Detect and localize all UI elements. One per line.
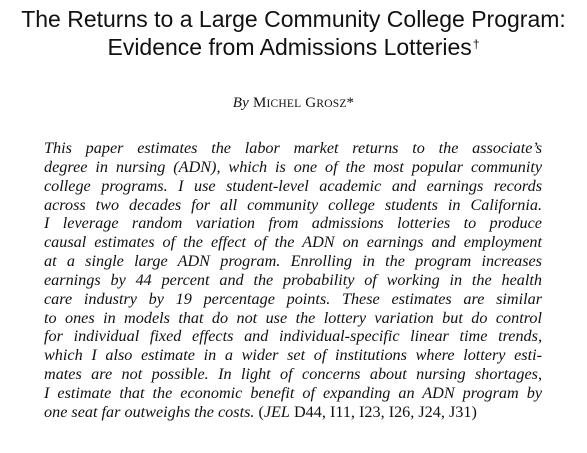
jel-codes: D44, I11, I23, I26, J24, J31) <box>289 402 477 421</box>
author-last-initial: G <box>305 95 317 111</box>
jel-label: JEL <box>263 402 290 421</box>
author-last-rest: ROSZ <box>316 98 347 110</box>
title-line-2-text: Evidence from Admissions Lotteries <box>107 34 472 60</box>
author-byline <box>0 94 587 113</box>
author-name <box>253 95 354 111</box>
author-footnote-star: * <box>346 95 355 111</box>
author-first-rest: ICHEL <box>266 98 302 110</box>
title-line-1: The Returns to a Large Community College Program: <box>21 6 566 32</box>
abstract-line: which I also estimate in a wider set of institutions where lottery esti- <box>44 346 542 365</box>
abstract-line: mates are not possible. In light of concerns about nursing shortages, <box>44 365 542 384</box>
abstract-line: I estimate that the economic benefit of expanding an ADN program by <box>44 383 542 402</box>
abstract-line: college programs. I use student-level academic and earnings records <box>44 176 542 195</box>
title-line-2 <box>0 33 587 61</box>
abstract-line: I leverage random variation from admissions lotteries to produce <box>44 214 542 233</box>
abstract-line: degree in nursing (ADN), which is one of the most popular community <box>44 157 542 176</box>
abstract-line: across two decades for all community college students in California. <box>44 195 542 214</box>
abstract-last-line <box>44 403 542 422</box>
abstract-line: causal estimates of the effect of the ADN on earnings and employment <box>44 233 542 252</box>
jel-open-paren: ( <box>258 402 264 421</box>
abstract-line: care industry by 19 percentage points. These estimates are similar <box>44 289 542 308</box>
paper-title <box>0 5 587 61</box>
abstract-line: to ones in models that do not use the lottery variation but do control <box>44 308 542 327</box>
abstract-line: This paper estimates the labor market returns to the associate’s <box>44 139 542 157</box>
abstract-line: earnings by 44 percent and the probability of working in the health <box>44 270 542 289</box>
abstract <box>44 139 542 422</box>
abstract-line: at a single large ADN program. Enrolling in the program increases <box>44 252 542 271</box>
abstract-line: for individual fixed effects and individual-specific linear time trends, <box>44 327 542 346</box>
abstract-last-line-text: one seat far outweighs the costs. <box>44 402 255 421</box>
title-dagger-footnote-mark: † <box>472 37 480 51</box>
author-first-initial: M <box>252 95 267 111</box>
byline-by: By <box>232 95 249 111</box>
